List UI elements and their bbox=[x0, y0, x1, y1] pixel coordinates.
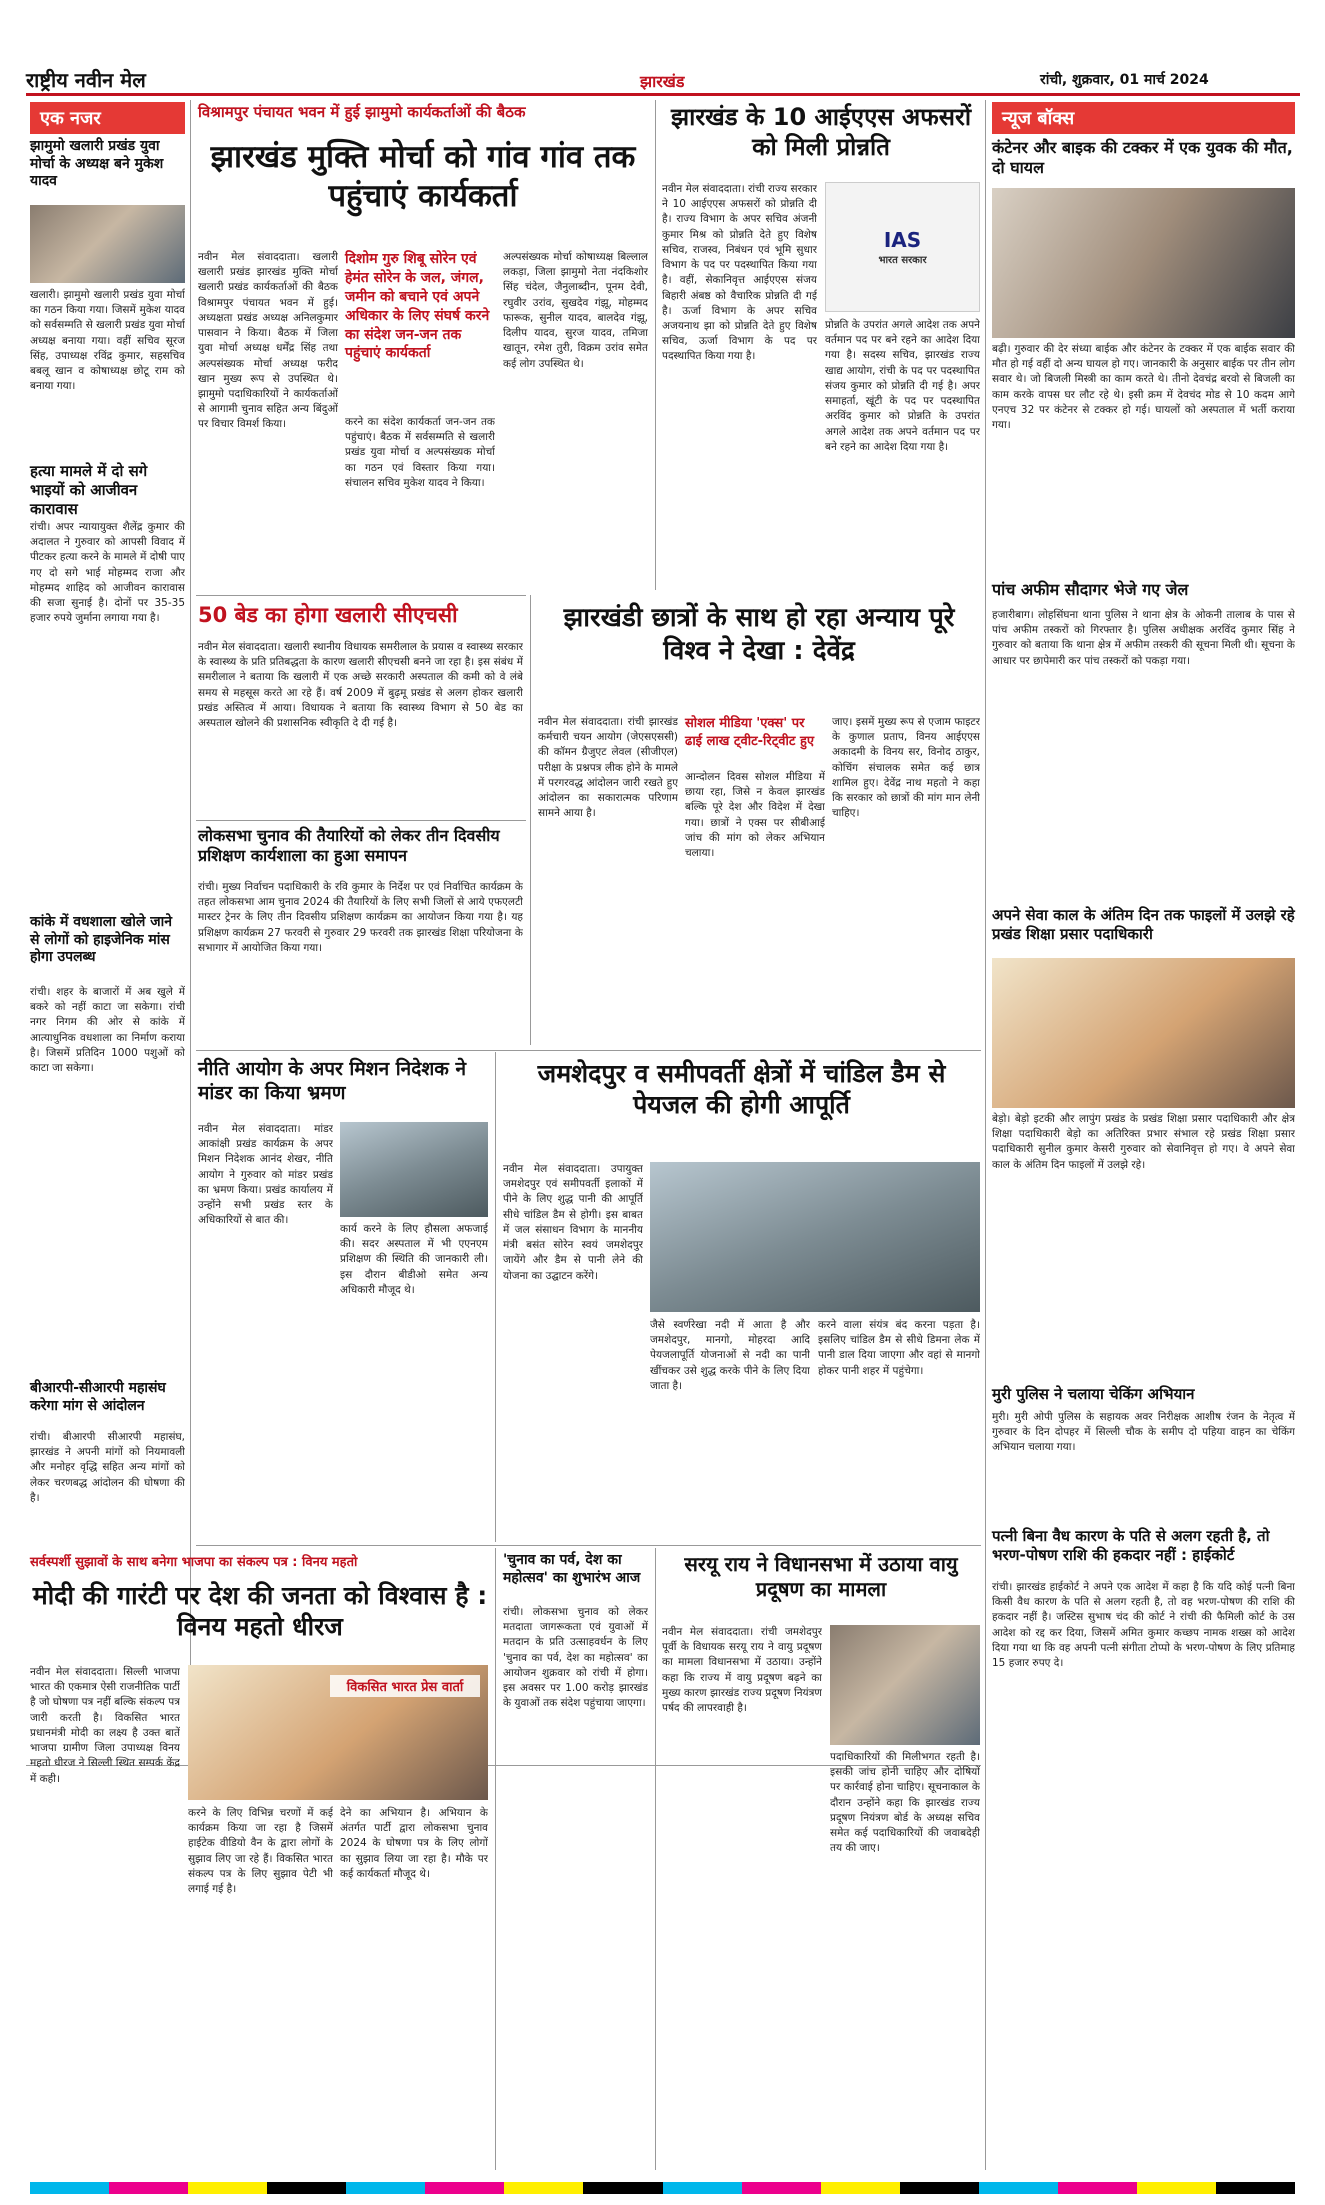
news-box-label: न्यूज बॉक्स bbox=[992, 102, 1295, 134]
column-rule bbox=[985, 100, 986, 2170]
left-item2-body: रांची। अपर न्यायायुक्त शैलेंद्र कुमार की अदालत ने गुरुवार को आपसी विवाद में पीटकर हत्या करने के मामले में दोषी पाए गए दो सगे भाई मोहम्मद राजा और मोहम्मद शाहिद को आजीवन कारावास की सजा सुनाई है। दोनों पर 35-35 हजार रुपये जुर्माना लगाया गया है। bbox=[30, 521, 185, 625]
left-item2-title: हत्या मामले में दो सगे भाइयों को आजीवन कारावास bbox=[30, 462, 148, 518]
bjp-body-1: नवीन मेल संवाददाता। सिल्ली भाजपा भारत की एकमात्र ऐसी राजनीतिक पार्टी है जो घोषणा पत्र नहीं बल्कि संकल्प पत्र जारी करती है। विकसित भारत प्रधानमंत्री मोदी का लक्ष्य है उक्त बातें भाजपा ग्रामीण जिला उपाध्यक्ष विनय महतो धीरज ने सिल्ली स्थित सम्पर्क केंद्र में कही। bbox=[30, 1666, 180, 1785]
section-rule bbox=[196, 820, 526, 821]
main-kicker: विश्रामपुर पंचायत भवन में हुई झामुमो कार्यकर्ताओं की बैठक bbox=[198, 103, 526, 121]
section-title: झारखंड bbox=[640, 72, 685, 91]
saryu-body-2: पदाधिकारियों की मिलीभगत रहती है। इसकी जांच होनी चाहिए और दोषियों पर कार्रवाई होना चाहिए। सूचनाकाल के दौरान उन्होंने कहा कि झारखंड राज्य प्रदूषण नियंत्रण बोर्ड के अध्यक्ष सचिव समेत कई पदाधिकारियों की जवाबदेही तय की जाए। bbox=[830, 1751, 980, 1855]
color-swatch bbox=[188, 2182, 267, 2194]
left-item1-photo bbox=[30, 205, 185, 283]
bjp-kicker: सर्वस्पर्शी सुझावों के साथ बनेगा भाजपा का संकल्प पत्र : विनय महतो bbox=[30, 1555, 358, 1570]
print-color-bar bbox=[30, 2182, 1295, 2194]
saryu-headline: सरयू राय ने विधानसभा में उठाया वायु प्रदूषण का मामला bbox=[684, 1552, 958, 1601]
column-rule bbox=[190, 100, 191, 1760]
students-body-1: नवीन मेल संवाददाता। रांची झारखंड कर्मचारी चयन आयोग (जेएसएससी) की कॉमन ग्रैजुएट लेवल (सीजीएल) परीक्षा के प्रश्नपत्र लीक होने के मामले में परगरवद्ध आंदोलन जारी रखते हुए आंदोलन का सकारात्मक परिणाम सामने आया है। bbox=[538, 716, 678, 820]
ias-logo-caption: भारत सरकार bbox=[878, 255, 927, 266]
section-rule bbox=[196, 595, 526, 596]
nb-item4-title: मुरी पुलिस ने चलाया चेकिंग अभियान bbox=[992, 1385, 1195, 1403]
color-swatch bbox=[821, 2182, 900, 2194]
niti-body-2: कार्य करने के लिए हौसला अफजाई की। सदर अस्पताल में भी एएनएम प्रशिक्षण की स्थिति की जानकारी ली। इस दौरान बीडीओ समेत अन्य अधिकारी मौजूद थे। bbox=[340, 1223, 488, 1296]
date-line: रांची, शुक्रवार, 01 मार्च 2024 bbox=[1040, 72, 1209, 88]
nb-item3-photo bbox=[992, 958, 1295, 1108]
color-swatch bbox=[267, 2182, 346, 2194]
chc-headline: 50 बेड का होगा खलारी सीएचसी bbox=[198, 603, 458, 627]
dam-body-1: नवीन मेल संवाददाता। उपायुक्त जमशेदपुर एवं समीपवर्ती इलाकों में पीने के लिए शुद्ध पानी की आपूर्ति सीधे चांडिल डैम से होगी। इस बाबत में जल संसाधन विभाग के माननीय मंत्री बसंत सोरेन स्वयं जमशेदपुर जायेंगे और डैम से पानी लेने की योजना का उद्घाटन करेंगे। bbox=[503, 1163, 643, 1282]
main-body-1: नवीन मेल संवाददाता। खलारी खलारी प्रखंड झारखंड मुक्ति मोर्चा खलारी प्रखंड कार्यकर्ताओं की बैठक विश्रामपुर पंचायत भवन में हुई। अध्यक्षता प्रखंड अध्यक्ष अनिलकुमार पासवान ने किया। बैठक में जिला युवा मोर्चा अध्यक्ष धर्मेंद्र सिंह तथा अल्पसंख्यक मोर्चा अध्यक्ष फरीद खान मुख्य रूप से उपस्थित थे। झामुमो पदाधिकारियों ने कार्यकर्ताओं से आगामी चुनाव सहित अन्य बिंदुओं पर विचार विमर्श किया। bbox=[198, 251, 338, 431]
color-swatch bbox=[900, 2182, 979, 2194]
ek-nazar-label: एक नजर bbox=[30, 102, 185, 134]
left-item3-body: रांची। शहर के बाजारों में अब खुले में बकरे को नहीं काटा जा सकेगा। रांची नगर निगम की ओर से कांके में आत्याधुनिक वधशाला का निर्माण कराया है। जिसमें प्रतिदिन 1000 पशुओं को काटा जा सकेगा। bbox=[30, 986, 185, 1075]
nb-item1-title: कंटेनर और बाइक की टक्कर में एक युवक की मौत, दो घायल bbox=[992, 138, 1293, 177]
students-sub: सोशल मीडिया 'एक्स' पर ढाई लाख ट्वीट-रिट्वीट हुए bbox=[685, 716, 815, 749]
chc-body: नवीन मेल संवाददाता। खलारी स्थानीय विधायक समरीलाल के प्रयास व स्वास्थ्य सरकार के स्वास्थ्य के प्रति प्रतिबद्धता के कारण खलारी सीएचसी बनने जा रहा है। इस संबंध में समरीलाल ने बताया कि खलारी में एक अच्छे सरकारी अस्पताल की कमी को वे लंबे समय से महसूस करते आ रहे हैं। वर्ष 2009 में बुढ़मू प्रखंड से अलग होकर खलारी प्रखंड अस्तित्व में आया। विधायक ने बताया कि स्वास्थ्य विभाग से 50 बेड का अस्पताल खोलने की प्रशासनिक स्वीकृति दे दी गई है। bbox=[198, 641, 523, 730]
color-swatch bbox=[742, 2182, 821, 2194]
color-swatch bbox=[1216, 2182, 1295, 2194]
nb-item3-title: अपने सेवा काल के अंतिम दिन तक फाइलों में उलझे रहे प्रखंड शिक्षा प्रसार पदाधिकारी bbox=[992, 906, 1295, 943]
section-rule bbox=[196, 1545, 981, 1546]
bjp-headline: मोदी की गारंटी पर देश की जनता को विश्वास है : विनय महतो धीरज bbox=[32, 1581, 488, 1642]
paper-name: राष्ट्रीय नवीन मेल bbox=[26, 68, 146, 92]
color-swatch bbox=[583, 2182, 662, 2194]
saryu-photo bbox=[830, 1625, 980, 1745]
color-swatch bbox=[109, 2182, 188, 2194]
nb-item2-body: हजारीबाग। लोहसिंघना थाना पुलिस ने थाना क्षेत्र के ओकनी तालाब के पास से पांच अफीम तस्करों को गिरफ्तार है। पुलिस अधीक्षक अरविंद कुमार सिंह ने गुरुवार को बताया कि थाना क्षेत्र में अफीम तस्करी की सूचना मिली थी। सूचना के आधार पर छापेमारी कर पांच तस्करों को पकड़ा गया। bbox=[992, 609, 1295, 667]
students-headline: झारखंडी छात्रों के साथ हो रहा अन्याय पूरे विश्व ने देखा : देवेंद्र bbox=[563, 603, 955, 666]
color-swatch bbox=[30, 2182, 109, 2194]
ias-body-2: प्रोन्नति के उपरांत अगले आदेश तक अपने वर्तमान पद पर बने रहने का आदेश दिया गया है। सदस्य सचिव, झारखंड राज्य खाद्य आयोग, रांची के पद पर पदस्थापित संजय कुमार को प्रोन्नति दी गई है। अपर समाहर्ता, खूंटी के पद पर पदस्थापित अरविंद कुमार को प्रोन्नति के उपरांत अगले आदेश तक अपने वर्तमान पद पर बने रहने का आदेश दिया गया है। bbox=[825, 319, 980, 453]
main-quote: दिशोम गुरु शिबू सोरेन एवं हेमंत सोरेन के जल, जंगल, जमीन को बचाने एवं अपने अधिकार के लिए संघर्ष करने का संदेश जन-जन तक पहुंचाएं कार्यकर्ता bbox=[345, 251, 490, 362]
niti-headline: नीति आयोग के अपर मिशन निदेशक ने मांडर का किया भ्रमण bbox=[198, 1058, 466, 1104]
nb-item4-body: मुरी। मुरी ओपी पुलिस के सहायक अवर निरीक्षक आशीष रंजन के नेतृत्व में गुरुवार के दिन दोपहर में सिल्ली चौक के समीप दो पहिया वाहन का चेकिंग अभियान चलाया गया। bbox=[992, 1411, 1295, 1454]
main-body-2: करने का संदेश कार्यकर्ता जन-जन तक पहुंचाएं। बैठक में सर्वसम्मति से खलारी प्रखंड युवा मोर्चा व अल्पसंख्यक मोर्चा का गठन एवं विस्तार किया गया। संचालन सचिव मुकेश यादव ने किया। bbox=[345, 416, 495, 489]
bjp-body-2: करने के लिए विभिन्न चरणों में कई कार्यक्रम किया जा रहा है जिसमें हाईटेक वीडियो वैन के द्वारा लोगों के सुझाव लिए जा रहे हैं। विकसित भारत संकल्प पत्र के लिए सुझाव पेटी भी लगाई गई है। bbox=[188, 1807, 333, 1896]
ias-headline: झारखंड के 10 आईएएस अफसरों को मिली प्रोन्नति bbox=[670, 103, 972, 161]
niti-photo bbox=[340, 1122, 488, 1217]
nb-item3-body: बेड़ो। बेड़ो इटकी और लापुंग प्रखंड के प्रखंड शिक्षा प्रसार पदाधिकारी और क्षेत्र शिक्षा पदाधिकारी बेड़ो का अतिरिक्त प्रभार संभाल रहे प्रखंड शिक्षा प्रसार पदाधिकारी सुनील कुमार केसरी गुरुवार को सेवानिवृत्त हो गए। वे अपने सेवा काल के अंतिम दिन फाइलों में उलझे रहे। bbox=[992, 1113, 1295, 1171]
left-item4-title: बीआरपी-सीआरपी महासंघ करेगा मांग से आंदोलन bbox=[30, 1380, 166, 1414]
nb-item5-body: रांची। झारखंड हाईकोर्ट ने अपने एक आदेश में कहा है कि यदि कोई पत्नी बिना किसी वैध कारण के पति से अलग रहती है, तो वह भरण-पोषण की राशि की हकदार नहीं है। जस्टिस सुभाष चंद की कोर्ट ने रांची की फैमिली कोर्ट के उस आदेश को रद्द कर दिया, जिसमें अमित कुमार कच्छप नामक शख्स को आदेश दिया गया था कि वह अपनी पत्नी संगीता टोप्पो के भरण-पोषण के लिए प्रतिमाह 15 हजार रुपए दे। bbox=[992, 1581, 1295, 1670]
color-swatch bbox=[979, 2182, 1058, 2194]
color-swatch bbox=[1058, 2182, 1137, 2194]
bjp-body-3: देने का अभियान है। अभियान के अंतर्गत पार्टी द्वारा लोकसभा चुनाव 2024 के घोषणा पत्र के लिए लोगों का सुझाव लिया जा रहा है। मौके पर कई कार्यकर्ता मौजूद थे। bbox=[340, 1807, 488, 1880]
nb-item5-title: पत्नी बिना वैध कारण के पति से अलग रहती है, तो भरण-पोषण राशि की हकदार नहीं : हाईकोर्ट bbox=[992, 1527, 1270, 1564]
students-body-3: जाए। इसमें मुख्य रूप से एजाम फाइटर के कुणाल प्रताप, विनय आईएएस अकादमी के विनय सर, विनोद ठाकुर, कोचिंग संचालक समेत कई छात्र शामिल हुए। देवेंद्र नाथ महतो ने कहा कि सरकार को छात्रों की मांग मान लेनी चाहिए। bbox=[832, 716, 980, 820]
color-swatch bbox=[504, 2182, 583, 2194]
nb-item1-body: बढ़ी। गुरुवार की देर संध्या बाईक और कंटेनर के टक्कर में एक बाईक सवार की मौत हो गई वहीं दो अन्य घायल हो गए। जानकारी के अनुसार बाईक पर तीन लोग सवार थे। जो बिजली मिस्त्री का काम करते थे। तीनो देवचंद्र बरवो से बिजली का काम करके वापस घर लौट रहे थे। इसी क्रम में देवचंद मोड से 10 कदम आगे एनएच 32 पर कंटेनर से टक्कर हो गई। घायलों को अस्पताल में भर्ती कराया गया। bbox=[992, 343, 1295, 432]
dam-photo bbox=[650, 1162, 980, 1312]
dam-body-3: करने वाला संयंत्र बंद करना पड़ता है। इसलिए चांडिल डैम से सीधे डिमना लेक में पानी डाल दिया जाएगा और वहां से मानगो होकर पानी शहर में पहुंचेगा। bbox=[818, 1319, 980, 1377]
nb-item1-photo bbox=[992, 188, 1295, 338]
workshop-headline: लोकसभा चुनाव की तैयारियों को लेकर तीन दिवसीय प्रशिक्षण कार्यशाला का हुआ समापन bbox=[198, 826, 500, 865]
saryu-body-1: नवीन मेल संवाददाता। रांची जमशेदपुर पूर्वी के विधायक सरयू राय ने वायु प्रदूषण का मामला विधानसभा में उठाया। उन्होंने कहा कि राज्य में वायु प्रदूषण बढ़ने का मुख्य कारण झारखंड राज्य प्रदूषण नियंत्रण पर्षद की लापरवाही है। bbox=[662, 1626, 822, 1715]
section-rule bbox=[196, 1050, 981, 1051]
election-body: रांची। लोकसभा चुनाव को लेकर मतदाता जागरूकता एवं युवाओं में मतदान के प्रति उत्साहवर्धन के लिए 'चुनाव का पर्व, देश का महोत्सव' का आयोजन शुक्रवार को रांची में होगा। इस अवसर पर 1.00 करोड़ झारखंड के युवाओं तक संदेश पहुंचाया जाएगा। bbox=[503, 1606, 648, 1710]
workshop-body: रांची। मुख्य निर्वाचन पदाधिकारी के रवि कुमार के निर्देश पर एवं निर्वाचित कार्यक्रम के तहत लोकसभा आम चुनाव 2024 की तैयारियों के लिए सभी जिलों से आये एफएलटी मास्टर ट्रेनर के लिए तीन दिवसीय प्रशिक्षण कार्यक्रम का आयोजन किया गया है। यह प्रशिक्षण कार्यक्रम 27 फरवरी से गुरुवार 29 फरवरी तक झारखंड शिक्षा परियोजना के सभागार में आयोजित किया गया। bbox=[198, 881, 523, 954]
column-rule bbox=[495, 1548, 496, 2170]
column-rule bbox=[495, 1052, 496, 1542]
left-item1-title: झामुमो खलारी प्रखंड युवा मोर्चा के अध्यक्ष बने मुकेश यादव bbox=[30, 138, 164, 189]
dam-headline: जमशेदपुर व समीपवर्ती क्षेत्रों में चांडिल डैम से पेयजल की होगी आपूर्ति bbox=[537, 1059, 946, 1120]
color-swatch bbox=[425, 2182, 504, 2194]
main-body-3: अल्पसंख्यक मोर्चा कोषाध्यक्ष बिल्लाल लकड़ा, जिला झामुमो नेता नंदकिशोर सिंह चंदेल, जैनुलाब्दीन, पूनम देवी, रघुवीर उरांव, सुखदेव गंझू, मोहम्मद फारूक, सुनील यादव, बालदेव गंझू, दिलीप यादव, सुरज यादव, तमिजा खातून, रमेश तुरी, विक्रम उरांव समेत कई लोग उपस्थित थे। bbox=[503, 251, 648, 370]
ias-logo bbox=[825, 182, 980, 312]
election-headline: 'चुनाव का पर्व, देश का महोत्सव' का शुभारंभ आज bbox=[503, 1552, 641, 1586]
dam-body-2: जैसे स्वर्णरेखा नदी में आता है और जमशेदपुर, मानगो, मोहरदा आदि पेयजलापूर्ति योजनाओं से नदी का पानी खींचकर उसे शुद्ध करके पीने के लिए दिया जाता है। bbox=[650, 1319, 810, 1392]
bjp-banner: विकसित भारत प्रेस वार्ता bbox=[330, 1675, 480, 1697]
color-swatch bbox=[663, 2182, 742, 2194]
color-swatch bbox=[1137, 2182, 1216, 2194]
column-rule bbox=[655, 1548, 656, 2170]
students-body-2: आन्दोलन दिवस सोशल मीडिया में छाया रहा, जिसे न केवल झारखंड बल्कि पूरे देश और विदेश में देखा गया। छात्रों ने एक्स पर सीबीआई जांच की मांग को लेकर अभियान चलाया। bbox=[685, 771, 825, 860]
column-rule bbox=[655, 100, 656, 590]
left-item3-title: कांके में वधशाला खोले जाने से लोगों को हाइजेनिक मांस होगा उपलब्ध bbox=[30, 914, 173, 965]
ias-logo-text: IAS bbox=[883, 228, 922, 252]
ias-body-1: नवीन मेल संवाददाता। रांची राज्य सरकार ने 10 आईएएस अफसरों को प्रोन्नति दी है। राज्य विभाग के अपर सचिव अंजनी कुमार मिश्र को प्रोन्नति देते हुए विशेष सचिव, राजस्व, निबंधन एवं भूमि सुधार विभाग के पद पर पदस्थापित किया गया है। वहीं, सेकानिवृत्त आईएएस संजय बिहारी अंबष्ठ को वैचारिक प्रोन्नति दी गई है। ऊर्जा विभाग के अपर सचिव अजयनाथ झा को प्रोन्नति देते हुए विशेष सचिव, ऊर्जा विभाग के पद पर पदस्थापित किया गया है। bbox=[662, 183, 817, 363]
left-item4-body: रांची। बीआरपी सीआरपी महासंघ, झारखंड ने अपनी मांगों को नियमावली और मनोहर वृद्धि सहित अन्य मांगों को लेकर चरणबद्ध आंदोलन की घोषणा की है। bbox=[30, 1431, 185, 1504]
main-headline: झारखंड मुक्ति मोर्चा को गांव गांव तक पहुंचाएं कार्यकर्ता bbox=[210, 139, 636, 214]
niti-body-1: नवीन मेल संवाददाता। मांडर आकांक्षी प्रखंड कार्यक्रम के अपर मिशन निदेशक आनंद शेखर, नीति आयोग ने गुरुवार को मांडर प्रखंड का भ्रमण किया। प्रखंड कार्यालय में उन्होंने सभी प्रखंड स्तर के अधिकारियों से बात की। bbox=[198, 1123, 333, 1227]
column-rule bbox=[530, 595, 531, 1045]
color-swatch bbox=[346, 2182, 425, 2194]
left-item1-body: खलारी। झामुमो खलारी प्रखंड युवा मोर्चा का गठन किया गया। जिसमें मुकेश यादव को सर्वसम्मति से खलारी प्रखंड युवा मोर्चा अध्यक्ष बनाया गया। वहीं सचिव सूरज सिंह, उपाध्यक्ष रविंद्र कुमार, सहसचिव बबलू खान व कोषाध्यक्ष छोटू राम को बनाया गया। bbox=[30, 289, 185, 393]
nb-item2-title: पांच अफीम सौदागर भेजे गए जेल bbox=[992, 580, 1189, 599]
